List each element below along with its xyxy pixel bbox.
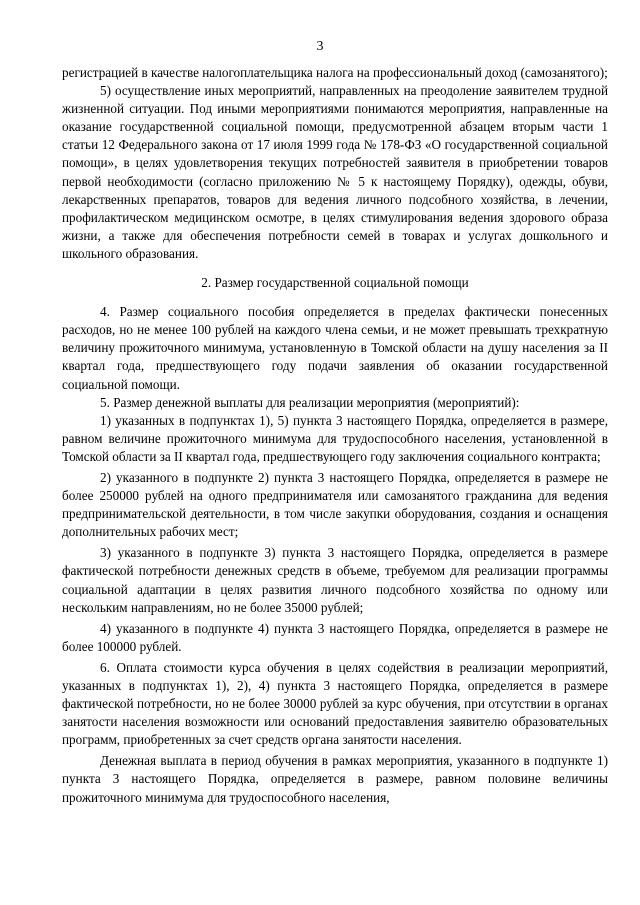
paragraph-point-4: 4. Размер социального пособия определяется в пределах фактически понесенных расходов, но не менее 100 рублей на каждого члена семьи, и не может превышать трехкратную величину прожиточного минимума, установленную в Томской области на душу населения за II квартал года, предшествующего году подачи заявления об оказании государственной социальной помощи. [62, 304, 608, 392]
paragraph-subitem-4: 4) указанного в подпункте 4) пункта 3 настоящего Порядка, определяется в размере не более 100000 рублей. [62, 620, 608, 654]
paragraph-subitem-1: 1) указанных в подпунктах 1), 5) пункта 3 настоящего Порядка, определяется в размере, равном величине прожиточного минимума для трудоспособного населения, установленной в Томской области за II квартал года, предшествующего году заключения социального контракта; [62, 412, 608, 464]
paragraph-continuation: регистрацией в качестве налогоплательщика налога на профессиональный доход (самозанятого); [62, 65, 608, 80]
section-heading: 2. Размер государственной социальной помощи [201, 275, 469, 291]
paragraph-point-6: 6. Оплата стоимости курса обучения в целях содействия в реализации мероприятий, указанных в подпунктах 1), 2), 4) пункта 3 настоящего Порядка, определяется в размере фактической потребности, но не более 30000 рублей за курс обучения, при отсутствии в органах занятости населения возможности или оснований предоставления заявителю образовательных программ, приобретенных за счет средств органа занятости населения. [62, 659, 608, 748]
paragraph-subitem-3: 3) указанного в подпункте 3) пункта 3 настоящего Порядка, определяется в размере фактической потребности денежных средств в объеме, требуемом для реализации программы социальной адаптации в целях развития личного подсобного хозяйства по одному или нескольким направлениям, но не более 35000 рублей; [62, 545, 608, 615]
paragraph-item-5-other-measures: 5) осуществление иных мероприятий, направленных на преодоление заявителем трудной жизненной ситуации. Под иными мероприятиями понимаются мероприятия, направленные на оказание государственной социальной помощи, предусмотренной абзацем вторым части 1 статьи 12 Федерального закона от 17 июля 1999 года № 178-ФЗ «О государственной социальной помощи», в целях удовлетворения текущих потребностей заявителя в приобретении товаров первой необходимости (согласно приложению № 5 к настоящему Порядку), одежды, обуви, лекарственных препаратов, товаров для ведения личного подсобного хозяйства, в лечении, профилактическом медицинском осмотре, в целях стимулирования ведения здорового образа жизни, а также для обеспечения потребности семей в товарах и услугах дошкольного и школьного образования. [62, 83, 608, 261]
paragraph-training-payment: Денежная выплата в период обучения в рамках мероприятия, указанного в подпункте 1) пункта 3 настоящего Порядка, определяется в размере, равном половине величины прожиточного минимума для трудоспособного населения, [62, 753, 608, 805]
paragraph-point-5: 5. Размер денежной выплаты для реализации мероприятия (мероприятий): [100, 394, 520, 410]
paragraph-subitem-2: 2) указанного в подпункте 2) пункта 3 настоящего Порядка, определяется в размере не более 250000 рублей на одного предпринимателя или самозанятого гражданина для ведения предпринимательской деятельности, в том числе закупки оборудования, создания и оснащения дополнительных рабочих мест; [62, 469, 608, 540]
page-number: 3 [316, 39, 324, 54]
document-body [62, 64, 608, 807]
